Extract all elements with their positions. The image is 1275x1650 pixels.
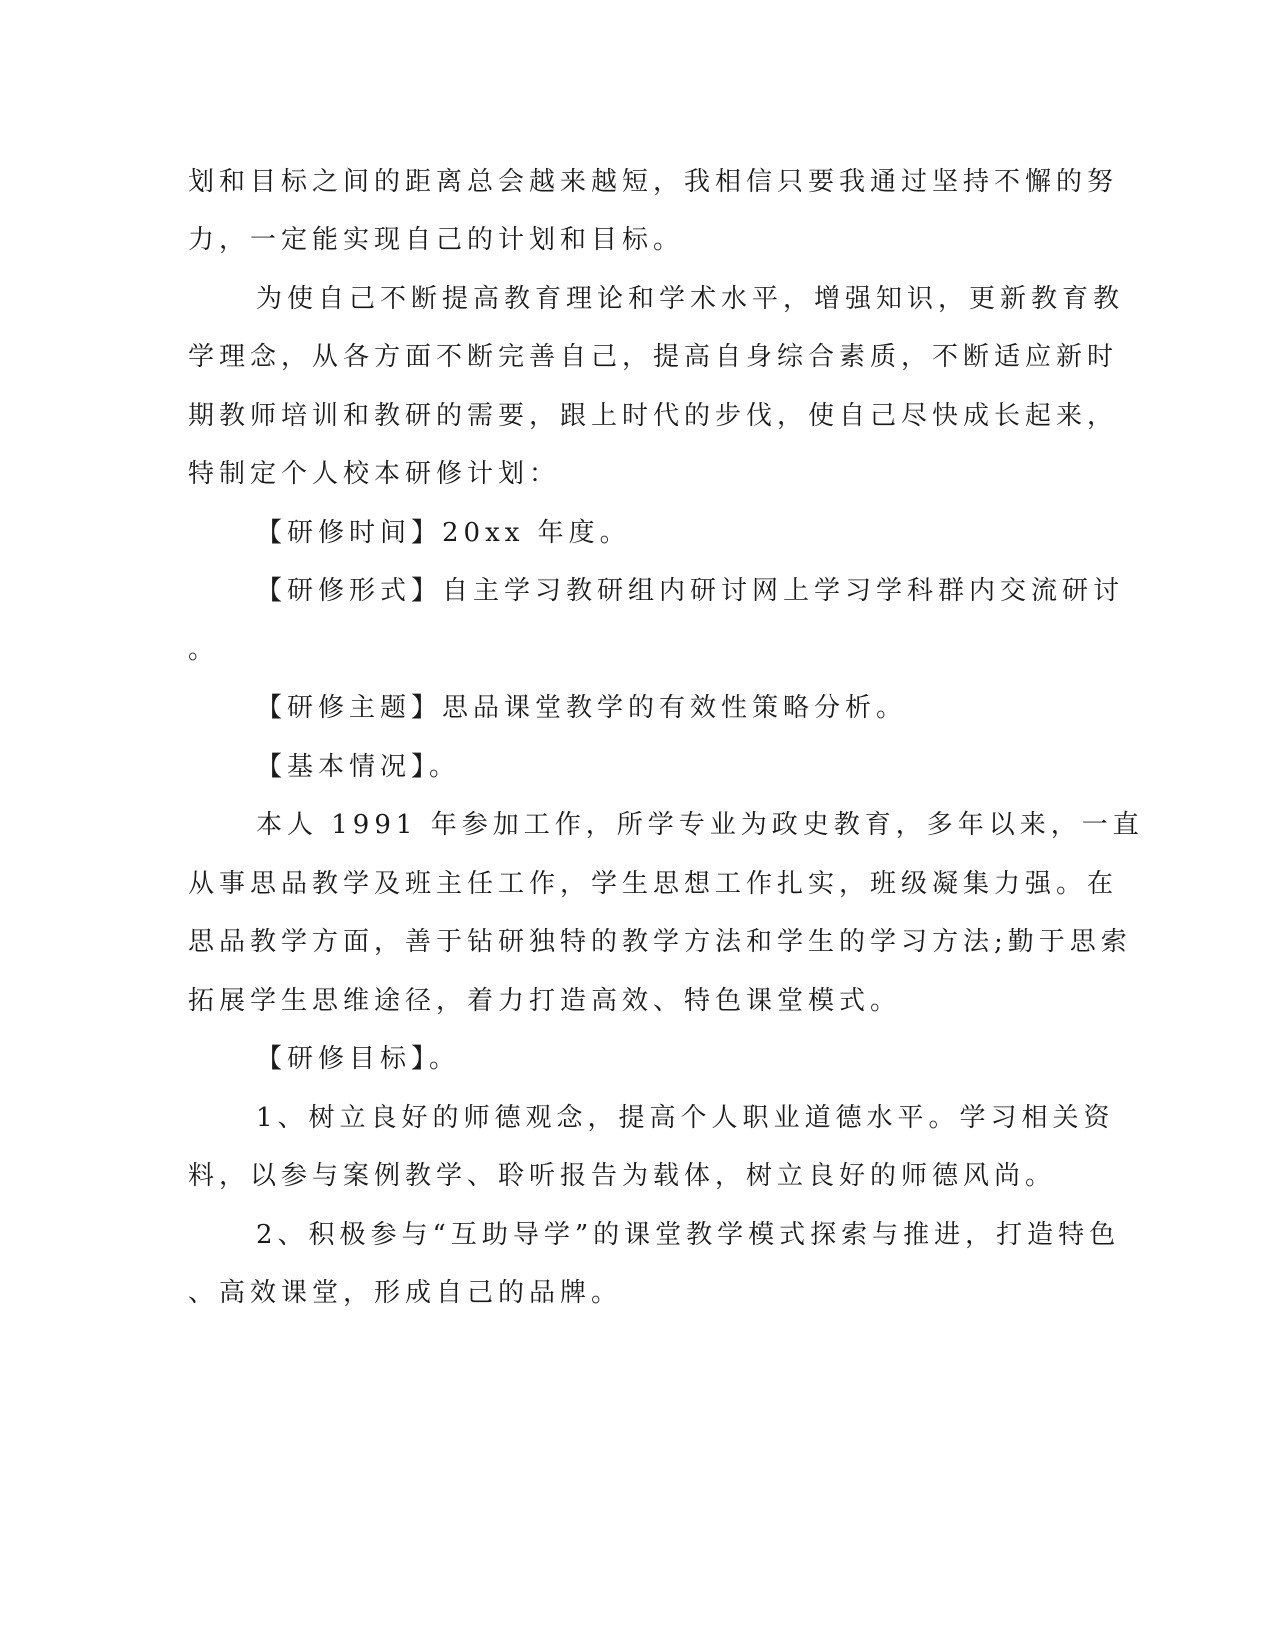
section-heading-basic-info: 【基本情况】。 <box>256 752 461 782</box>
paragraph-line: 、高效课堂，形成自己的品牌。 <box>188 1278 623 1308</box>
paragraph-line: 划和目标之间的距离总会越来越短，我相信只要我通过坚持不懈的努 <box>188 167 1119 197</box>
paragraph-line: 本人 1991 年参加工作，所学专业为政史教育，多年以来，一直 <box>256 810 1144 840</box>
section-heading-study-form: 【研修形式】自主学习教研组内研讨网上学习学科群内交流研讨 <box>256 576 1125 606</box>
paragraph-line: 力，一定能实现自己的计划和目标。 <box>188 225 685 255</box>
paragraph-line: 学理念，从各方面不断完善自己，提高自身综合素质，不断适应新时 <box>188 342 1119 372</box>
list-item-2: 2、积极参与“互助导学”的课堂教学模式探索与推进，打造特色 <box>256 1220 1121 1250</box>
list-item-1: 1、树立良好的师德观念，提高个人职业道德水平。学习相关资 <box>256 1103 1115 1133</box>
paragraph-line: 从事思品教学及班主任工作，学生思想工作扎实，班级凝集力强。在 <box>188 869 1119 899</box>
paragraph-line: 特制定个人校本研修计划： <box>188 459 561 489</box>
paragraph-line: 料，以参与案例教学、聆听报告为载体，树立良好的师德风尚。 <box>188 1161 1057 1191</box>
paragraph-line: 拓展学生思维途径，着力打造高效、特色课堂模式。 <box>188 986 902 1016</box>
paragraph-line: 期教师培训和教研的需要，跟上时代的步伐，使自己尽快成长起来， <box>188 401 1119 431</box>
section-heading-study-time: 【研修时间】20xx 年度。 <box>256 518 631 548</box>
section-heading-study-topic: 【研修主题】思品课堂教学的有效性策略分析。 <box>256 693 908 723</box>
section-heading-study-goals: 【研修目标】。 <box>256 1044 461 1074</box>
paragraph-line: 为使自己不断提高教育理论和学术水平，增强知识，更新教育教 <box>256 284 1125 314</box>
paragraph-line: 。 <box>188 635 220 665</box>
paragraph-line: 思品教学方面，善于钻研独特的教学方法和学生的学习方法;勤于思索 <box>188 927 1132 957</box>
